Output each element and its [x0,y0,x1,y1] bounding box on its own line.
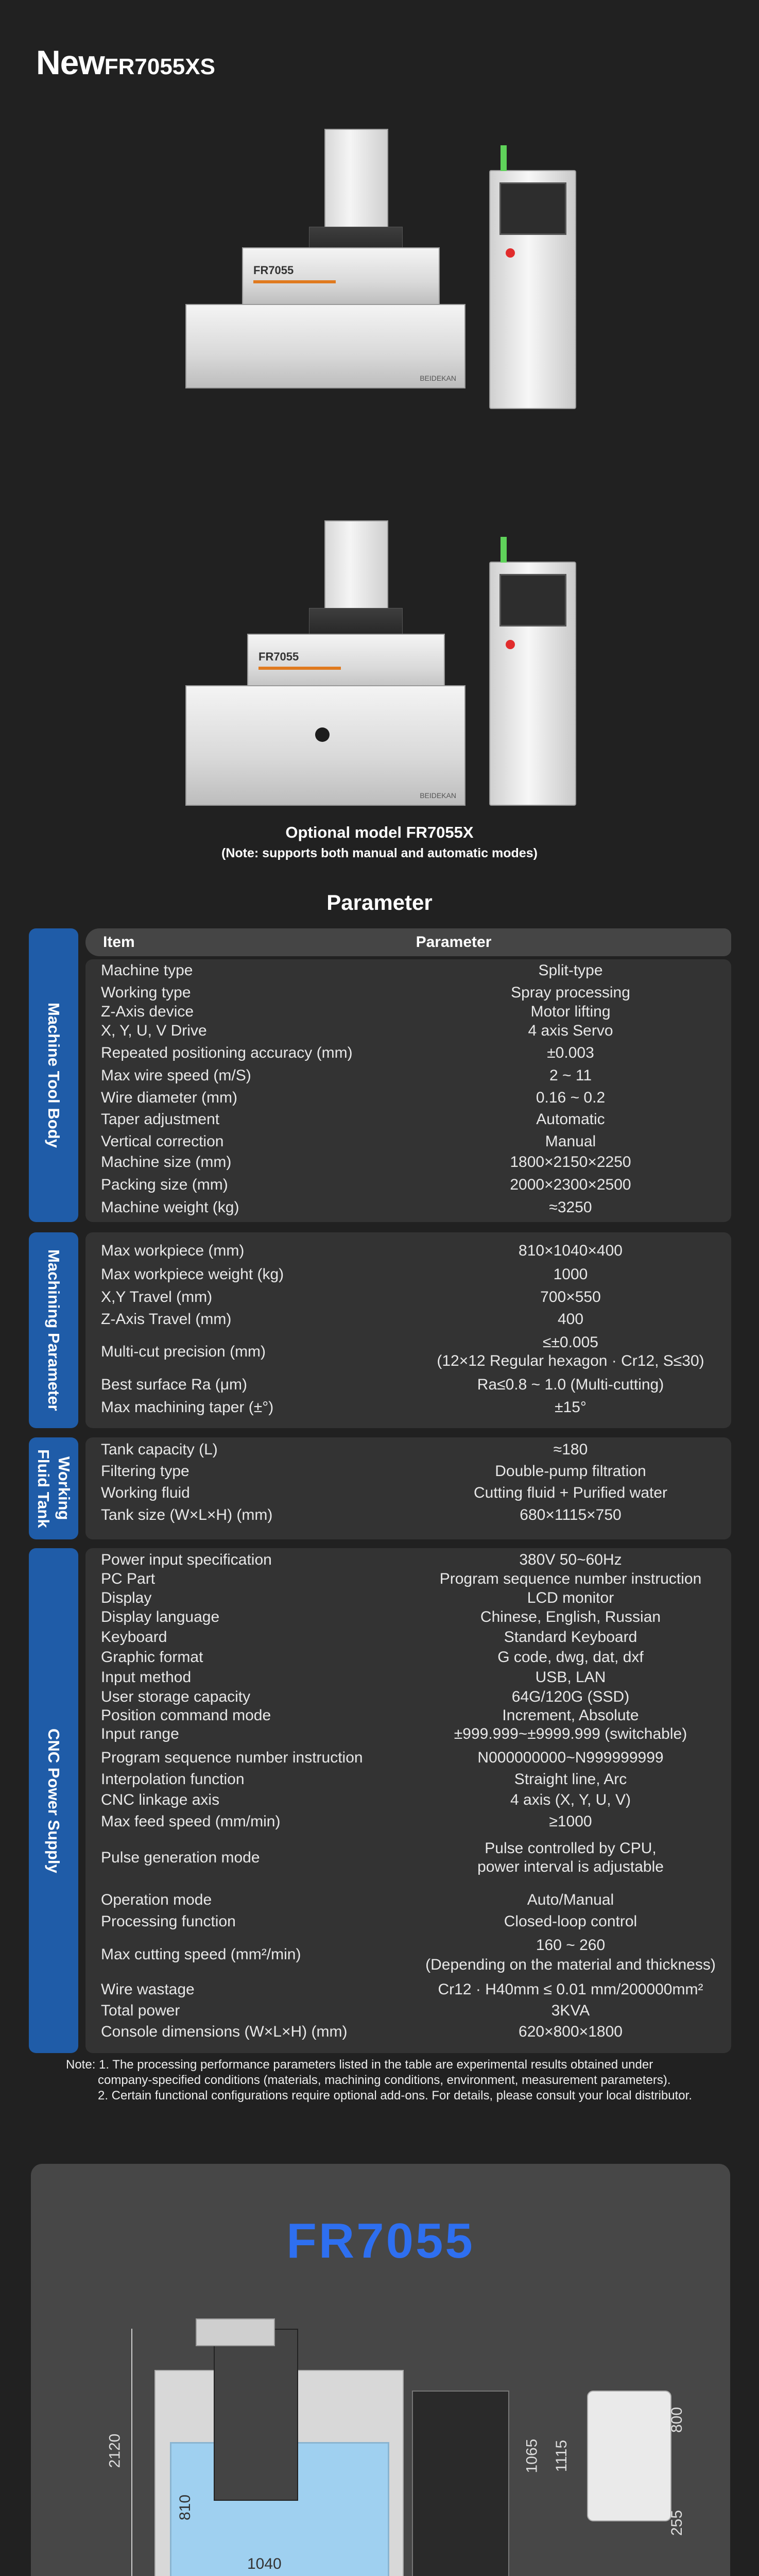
orange-strip [258,667,341,670]
row-label: Wire wastage [101,1981,195,1998]
row-label: Machine size (mm) [101,1154,232,1171]
status-light [501,145,507,171]
row-label: Max cutting speed (mm²/min) [101,1946,301,1963]
row-value: Double-pump filtration [495,1463,646,1480]
emergency-stop [506,248,515,258]
row-value: Split-type [538,962,603,979]
row-label: Machine weight (kg) [101,1199,239,1216]
row-value: Motor lifting [530,1003,611,1020]
row-label: Tank capacity (L) [101,1441,218,1458]
row-label: Pulse generation mode [101,1849,260,1866]
row-label: User storage capacity [101,1688,251,1705]
row-label: Repeated positioning accuracy (mm) [101,1044,353,1061]
wire-tower-plan [196,2318,275,2346]
brand-plate: BEIDEKAN [420,374,456,382]
optional-model-note: (Note: supports both manual and automatic modes) [221,846,538,860]
group-name: Working Fluid Tank [34,1449,73,1528]
row-value: Closed-loop control [504,1913,637,1930]
row-label: Operation mode [101,1891,212,1908]
group-name: Machining Parameter [45,1249,63,1411]
row-label: Working type [101,984,191,1001]
row-label: Best surface Ra (μm) [101,1376,248,1393]
product-image-fr7055x [185,515,577,814]
row-label: Program sequence number instruction [101,1749,363,1766]
group-tab [29,1232,78,1428]
brand-plate: BEIDEKAN [420,791,456,800]
group-tab [29,1548,78,2053]
fluid-tank-plan [412,2391,509,2576]
row-label: Total power [101,2002,180,2019]
control-cabinet [489,562,576,806]
header-item: Item [103,934,135,951]
row-value: N000000000~N999999999 [477,1749,664,1766]
table-row [101,1839,719,1876]
base-body [185,304,465,388]
row-value-note: (Depending on the material and thickness) [425,1956,716,1973]
row-value: Ra≤0.8 ~ 1.0 (Multi-cutting) [477,1376,664,1393]
row-value: Standard Keyboard [504,1629,637,1646]
row-label: Max workpiece (mm) [101,1242,245,1259]
row-label: Filtering type [101,1463,189,1480]
group-name: Machine Tool Body [45,1003,63,1148]
row-label: Max feed speed (mm/min) [101,1813,281,1830]
row-label: Machine type [101,962,193,979]
row-value: G code, dwg, dat, dxf [497,1649,644,1666]
row-value: 400 [557,1311,584,1328]
row-label: Display language [101,1608,220,1625]
row-value: Pulse controlled by CPU, [485,1840,657,1857]
row-value: Program sequence number instruction [439,1570,702,1587]
row-value: ≤±0.005 [542,1334,598,1351]
cabinet-screen [499,574,566,626]
row-label: Multi-cut precision (mm) [101,1343,266,1360]
dim-1115: 1115 [553,2439,571,2472]
console-plan [587,2391,671,2521]
row-value: LCD monitor [527,1589,614,1606]
row-value: Automatic [536,1111,605,1128]
note-line-3: 2. Certain functional configurations require optional add-ons. For details, please consult your local distributor. [98,2089,692,2103]
row-value: 3KVA [551,2002,590,2019]
row-value: ±999.999~±9999.999 (switchable) [454,1725,687,1742]
header-param: Parameter [416,934,492,951]
row-value: USB, LAN [535,1669,606,1686]
optional-model-caption [0,823,759,861]
row-value: ≥1000 [549,1813,592,1830]
table-notes [66,2057,735,2104]
row-label: X,Y Travel (mm) [101,1289,213,1306]
row-value: 4 axis Servo [528,1022,613,1039]
table-row [101,1333,719,1370]
row-value: ≈3250 [549,1199,592,1216]
row-label: Console dimensions (W×L×H) (mm) [101,2023,348,2040]
row-value: Spray processing [511,984,630,1001]
emergency-stop [506,640,515,649]
row-label: Max wire speed (m/S) [101,1067,251,1084]
row-label: CNC linkage axis [101,1791,220,1808]
row-value: 2 ~ 11 [549,1067,592,1084]
column-plan [214,2329,298,2501]
row-label: Interpolation function [101,1771,245,1788]
cabinet-screen [499,182,566,235]
status-light [501,537,507,563]
dim-255: 255 [668,2510,686,2536]
row-value: 680×1115×750 [520,1506,622,1523]
note-line-2: company-specified conditions (materials, machining conditions, environment, measurement parameters). [98,2073,671,2087]
row-label: Wire diameter (mm) [101,1089,238,1106]
dim-1065: 1065 [523,2438,541,2473]
row-label: Max workpiece weight (kg) [101,1266,284,1283]
row-label: Processing function [101,1913,236,1930]
group-name: CNC Power Supply [45,1728,63,1873]
row-value: 1800×2150×2250 [510,1154,631,1171]
base-body [185,685,465,806]
row-value: 2000×2300×2500 [510,1176,631,1193]
group-tab [29,928,78,1222]
row-value: 810×1040×400 [519,1242,623,1259]
row-value: 700×550 [540,1289,601,1306]
row-label: PC Part [101,1570,156,1587]
row-label: Vertical correction [101,1133,224,1150]
dim-800: 800 [668,2406,686,2433]
note-line-1: Note: 1. The processing performance parameters listed in the table are experimental results obtained under [66,2058,653,2072]
control-cabinet [489,170,576,409]
product-image-fr7055xs [185,124,577,417]
parameter-title: Parameter [326,890,433,914]
optional-model-title: Optional model FR7055X [285,823,474,841]
page-title [36,45,215,79]
row-value: ±15° [555,1399,586,1416]
row-value: 64G/120G (SSD) [511,1688,630,1705]
round-port [315,727,330,742]
row-label: Input method [101,1669,192,1686]
upper-body [242,247,440,306]
row-label: Position command mode [101,1707,271,1724]
row-label: Packing size (mm) [101,1176,228,1193]
row-value: Increment, Absolute [502,1707,639,1724]
row-label: Keyboard [101,1629,167,1646]
dim-810: 810 [177,2494,194,2521]
title-new: New [36,43,105,81]
dim-line [131,2329,132,2576]
drawing-model-title: FR7055 [286,2213,475,2268]
row-label: Power input specification [101,1551,272,1568]
row-value: ±0.003 [547,1044,594,1061]
title-model: FR7055XS [104,54,215,79]
dim-1040: 1040 [247,2555,282,2572]
row-label: Graphic format [101,1649,203,1666]
machine-logo: FR7055 [253,264,294,277]
row-value: Manual [545,1133,596,1150]
row-value: 380V 50~60Hz [519,1551,622,1568]
group-tab [29,1437,78,1539]
dim-2120: 2120 [106,2433,124,2468]
orange-strip [253,280,336,283]
top-view-drawing [103,2293,686,2576]
row-label: Input range [101,1725,179,1742]
row-value-note: power interval is adjustable [477,1858,664,1875]
upper-body [247,634,445,692]
machine-logo: FR7055 [258,650,299,663]
row-value: 0.16 ~ 0.2 [536,1089,606,1106]
row-label: X, Y, U, V Drive [101,1022,207,1039]
row-value: Cr12 · H40mm ≤ 0.01 mm/200000mm² [438,1981,703,1998]
row-label: Z-Axis Travel (mm) [101,1311,232,1328]
row-label: Tank size (W×L×H) (mm) [101,1506,273,1523]
table-row [101,1936,719,1975]
row-label: Z-Axis device [101,1003,194,1020]
row-value: Chinese, English, Russian [480,1608,661,1625]
row-label: Working fluid [101,1484,190,1501]
row-value: ≈180 [553,1441,588,1458]
row-label: Taper adjustment [101,1111,220,1128]
row-value: 160 ~ 260 [536,1937,606,1954]
row-value: Straight line, Arc [514,1771,627,1788]
row-label: Display [101,1589,152,1606]
row-value: Auto/Manual [527,1891,614,1908]
row-value: 4 axis (X, Y, U, V) [510,1791,631,1808]
row-value-note: (12×12 Regular hexagon · Cr12, S≤30) [437,1352,704,1369]
row-value: 1000 [553,1266,588,1283]
row-label: Max machining taper (±°) [101,1399,274,1416]
row-value: Cutting fluid + Purified water [473,1484,668,1501]
row-value: 620×800×1800 [519,2023,623,2040]
